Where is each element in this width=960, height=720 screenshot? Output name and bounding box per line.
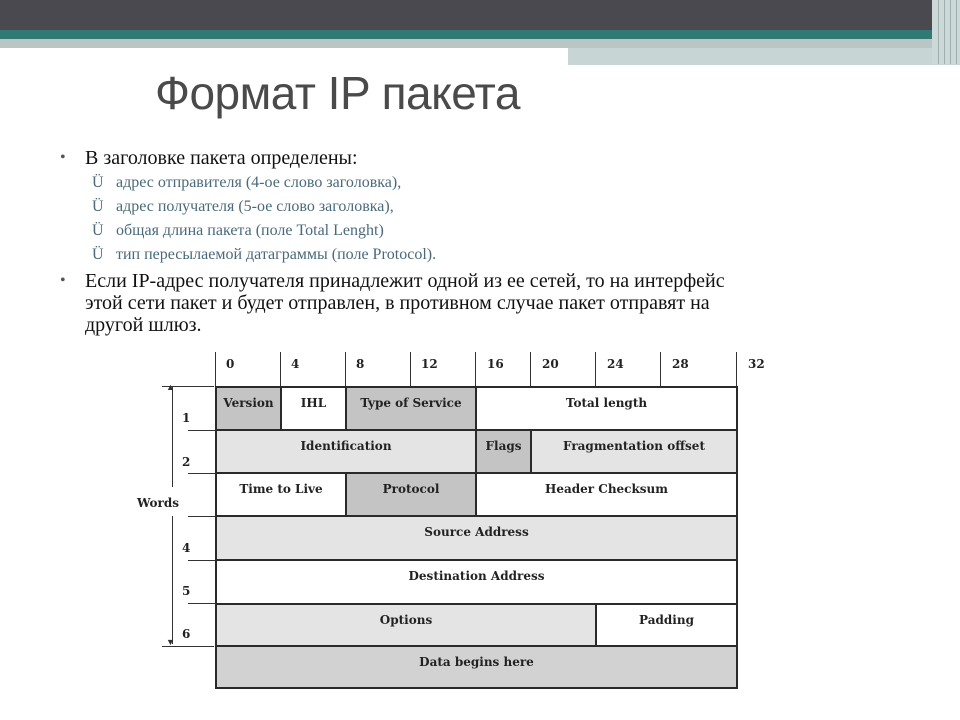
bit-label: 16 bbox=[487, 357, 504, 371]
field-header-checksum: Header Checksum bbox=[475, 472, 738, 517]
arrow-down-icon: ▼ bbox=[166, 637, 175, 647]
field-data-begins: Data begins here bbox=[215, 645, 738, 689]
sub-marker: Ü bbox=[92, 222, 104, 239]
sub-item: Ü адрес получателя (5-ое слово заголовка), bbox=[92, 198, 394, 215]
field-padding: Padding bbox=[595, 603, 738, 647]
word-label: 6 bbox=[182, 627, 191, 641]
word-label: 2 bbox=[182, 455, 191, 469]
field-time-to-live: Time to Live bbox=[215, 472, 347, 517]
sub-item: Ü общая длина пакета (поле Total Lenght) bbox=[92, 222, 384, 239]
field-flags: Flags bbox=[475, 429, 532, 474]
bit-label: 28 bbox=[672, 357, 689, 371]
field-source-address: Source Address bbox=[215, 515, 738, 561]
bullet-text: В заголовке пакета определены: bbox=[85, 147, 358, 169]
field-fragmentation-offset: Fragmentation offset bbox=[530, 429, 738, 474]
bullet-routing: • Если IP-адрес получателя принадлежит одной из ее сетей, то на интерфейс этой сети пакет и будет отправлен, в противном случае пакет отправят на другой шлюз. bbox=[60, 270, 725, 336]
bit-label: 20 bbox=[542, 357, 559, 371]
field-destination-address: Destination Address bbox=[215, 559, 738, 605]
field-type-of-service: Type of Service bbox=[345, 386, 477, 431]
sub-marker: Ü bbox=[92, 246, 104, 263]
sub-item: Ü адрес отправителя (4-ое слово заголовка), bbox=[92, 174, 402, 191]
bit-label: 32 bbox=[748, 357, 765, 371]
field-total-length: Total length bbox=[475, 386, 738, 431]
sub-item: Ü тип пересылаемой датаграммы (поле Protocol). bbox=[92, 246, 437, 263]
sub-marker: Ü bbox=[92, 198, 104, 215]
sub-marker: Ü bbox=[92, 174, 104, 191]
arrow-up-icon: ▲ bbox=[166, 382, 175, 392]
word-label: 4 bbox=[182, 541, 191, 555]
bit-label: 12 bbox=[421, 357, 438, 371]
bit-label: 0 bbox=[226, 357, 235, 371]
field-identification: Identification bbox=[215, 429, 477, 474]
bullet-dot-icon: • bbox=[60, 149, 66, 166]
word-label: 1 bbox=[182, 411, 191, 425]
slide-title: Формат IP пакета bbox=[155, 67, 520, 119]
field-options: Options bbox=[215, 603, 597, 647]
field-version: Version bbox=[215, 386, 282, 431]
bit-label: 4 bbox=[291, 357, 300, 371]
bit-label: 24 bbox=[607, 357, 624, 371]
words-axis-label: Words bbox=[137, 496, 179, 510]
bit-label: 8 bbox=[356, 357, 365, 371]
field-protocol: Protocol bbox=[345, 472, 477, 517]
bullet-dot-icon: • bbox=[60, 272, 66, 289]
word-label: 5 bbox=[182, 584, 191, 598]
field-ihl: IHL bbox=[280, 386, 347, 431]
